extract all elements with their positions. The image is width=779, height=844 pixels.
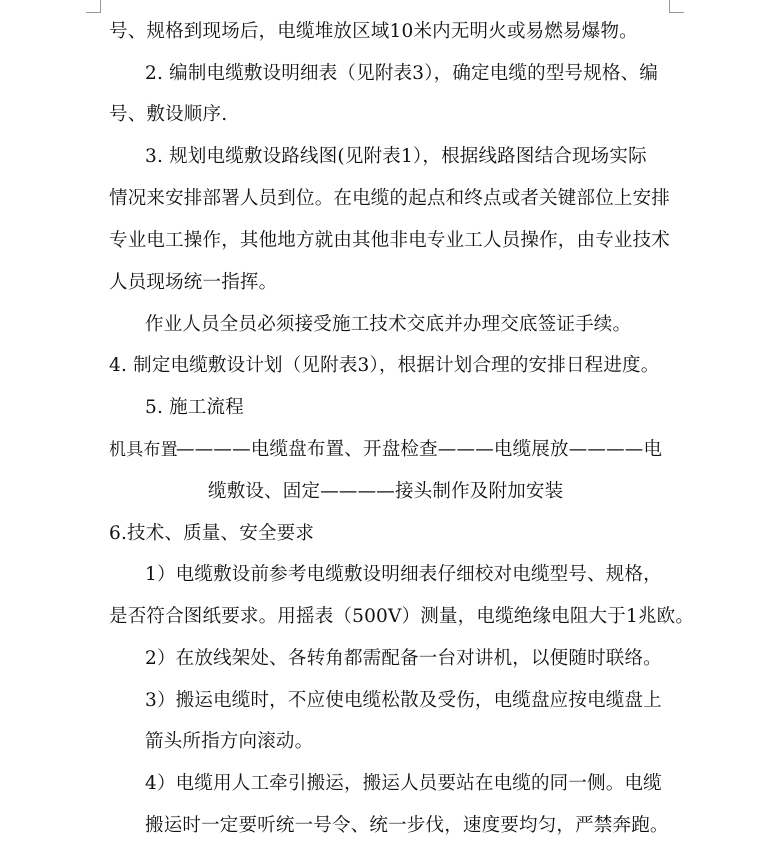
text-line-1: 号、规格到现场后，电缆堆放区域10米内无明火或易燃易爆物。 bbox=[109, 21, 638, 42]
text-line-14: 是否符合图纸要求。用摇表（500V）测量，电缆绝缘电阻大于1兆欧。 bbox=[109, 606, 695, 627]
text-line-16: 3）搬运电缆时，不应使电缆松散及受伤，电缆盘应按电缆盘上 bbox=[145, 690, 662, 711]
text-line-17: 箭头所指方向滚动。 bbox=[145, 731, 314, 752]
page-corner-mark-left bbox=[86, 0, 101, 13]
text-line-19: 搬运时一定要听统一号令、统一步伐，速度要均匀，严禁奔跑。 bbox=[145, 815, 669, 836]
text-line-18: 4）电缆用人工牵引搬运，搬运人员要站在电缆的同一侧。电缆 bbox=[145, 773, 662, 794]
text-line-7: 人员现场统一指挥。 bbox=[109, 272, 278, 293]
text-line-12: 缆敷设、固定————接头制作及附加安装 bbox=[208, 481, 564, 502]
text-line-11: ————电缆盘布置、开盘检查———电缆展放————电 bbox=[176, 439, 663, 460]
page-corner-mark-right bbox=[669, 0, 684, 13]
text-line-8: 作业人员全员必须接受施工技术交底并办理交底签证手续。 bbox=[145, 314, 632, 335]
flow-start-label: 机具布置 bbox=[109, 440, 178, 460]
text-line-2: 2. 编制电缆敷设明细表（见附表3），确定电缆的型号规格、编 bbox=[145, 63, 659, 84]
text-line-4: 3. 规划电缆敷设路线图(见附表1），根据线路图结合现场实际 bbox=[145, 146, 647, 167]
text-line-10: 5. 施工流程 bbox=[145, 397, 244, 418]
section-heading-6: 6.技术、质量、安全要求 bbox=[109, 523, 315, 544]
text-line-5: 情况来安排部署人员到位。在电缆的起点和终点或者关键部位上安排 bbox=[109, 188, 671, 209]
text-line-15: 2）在放线架处、各转角都需配备一台对讲机，以便随时联络。 bbox=[145, 648, 662, 669]
text-line-9: 4. 制定电缆敷设计划（见附表3），根据计划合理的安排日程进度。 bbox=[109, 355, 660, 376]
text-line-3: 号、敷设顺序. bbox=[109, 104, 228, 125]
text-line-6: 专业电工操作，其他地方就由其他非电专业工人员操作，由专业技术 bbox=[109, 230, 671, 251]
text-line-13: 1）电缆敷设前参考电缆敷设明细表仔细校对电缆型号、规格， bbox=[145, 564, 662, 585]
